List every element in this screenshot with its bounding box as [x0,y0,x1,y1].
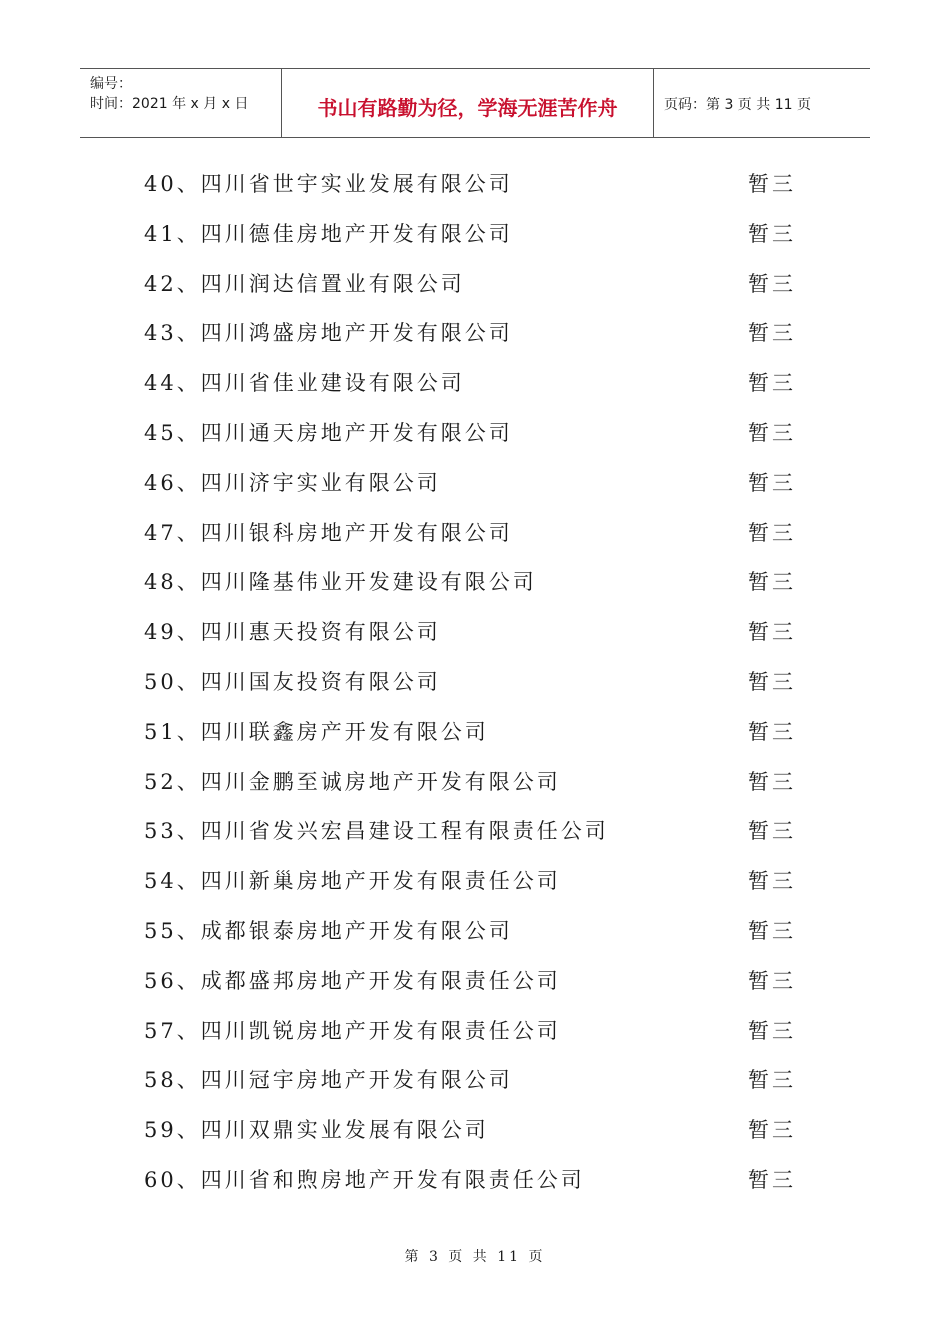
company-name: 55、成都银泰房地产开发有限公司 [144,918,513,943]
list-item [0,907,950,957]
list-item [0,857,950,907]
company-name: 54、四川新巢房地产开发有限责任公司 [144,869,561,894]
qualification-status: 暂三 [748,520,796,545]
header-motto-cell [282,69,654,137]
qualification-status: 暂三 [748,819,796,844]
qualification-status: 暂三 [748,371,796,396]
header-page-cell [654,69,870,137]
list-item [0,309,950,359]
qualification-status: 暂三 [748,968,796,993]
list-item [0,1106,950,1156]
time-label: 时间：2021 年 x 月 x 日 [90,96,249,112]
list-item [0,160,950,210]
company-name: 49、四川惠天投资有限公司 [144,620,441,645]
company-name: 45、四川通天房地产开发有限公司 [144,420,513,445]
list-item [0,758,950,808]
list-item [0,409,950,459]
qualification-status: 暂三 [748,719,796,744]
qualification-status: 暂三 [748,420,796,445]
qualification-status: 暂三 [748,869,796,894]
page-footer: 第 3 页 共 11 页 [404,1249,546,1265]
qualification-status: 暂三 [748,172,796,196]
qualification-status: 暂三 [748,1068,796,1093]
company-name: 41、四川德佳房地产开发有限公司 [144,221,513,246]
list-item [0,359,950,409]
company-name: 43、四川鸿盛房地产开发有限公司 [144,321,513,346]
company-name: 46、四川济宇实业有限公司 [144,470,441,495]
list-item [0,558,950,608]
qualification-status: 暂三 [748,1018,796,1043]
company-name: 60、四川省和煦房地产开发有限责任公司 [144,1167,585,1192]
company-name: 52、四川金鹏至诚房地产开发有限公司 [144,769,561,794]
company-name: 56、成都盛邦房地产开发有限责任公司 [144,968,561,993]
company-list [0,160,950,1206]
header-meta-cell [80,69,282,137]
list-item [0,1007,950,1057]
motto-text: 书山有路勤为径，学海无涯苦作舟 [317,95,618,120]
list-item [0,1156,950,1206]
list-item [0,608,950,658]
company-name: 57、四川凯锐房地产开发有限责任公司 [144,1018,561,1043]
qualification-status: 暂三 [748,271,796,296]
list-item [0,708,950,758]
company-name: 48、四川隆基伟业开发建设有限公司 [144,570,537,595]
qualification-status: 暂三 [748,669,796,694]
company-name: 40、四川省世宇实业发展有限公司 [144,172,513,196]
list-item [0,957,950,1007]
qualification-status: 暂三 [748,918,796,943]
list-item [0,1056,950,1106]
qualification-status: 暂三 [748,1118,796,1143]
list-item [0,210,950,260]
list-item [0,509,950,559]
list-item [0,658,950,708]
company-name: 44、四川省佳业建设有限公司 [144,371,465,396]
qualification-status: 暂三 [748,620,796,645]
page-header [80,68,870,138]
company-name: 51、四川联鑫房产开发有限公司 [144,719,489,744]
company-name: 53、四川省发兴宏昌建设工程有限责任公司 [144,819,609,844]
number-label: 编号： [90,76,132,92]
list-item [0,260,950,310]
list-item [0,807,950,857]
company-name: 42、四川润达信置业有限公司 [144,271,465,296]
header-page-info: 页码：第 3 页 共 11 页 [664,97,811,113]
qualification-status: 暂三 [748,321,796,346]
company-name: 47、四川银科房地产开发有限公司 [144,520,513,545]
company-name: 50、四川国友投资有限公司 [144,669,441,694]
qualification-status: 暂三 [748,769,796,794]
company-name: 59、四川双鼎实业发展有限公司 [144,1118,489,1143]
company-name: 58、四川冠宇房地产开发有限公司 [144,1068,513,1093]
qualification-status: 暂三 [748,570,796,595]
qualification-status: 暂三 [748,1167,796,1192]
list-item [0,459,950,509]
qualification-status: 暂三 [748,470,796,495]
qualification-status: 暂三 [748,221,796,246]
